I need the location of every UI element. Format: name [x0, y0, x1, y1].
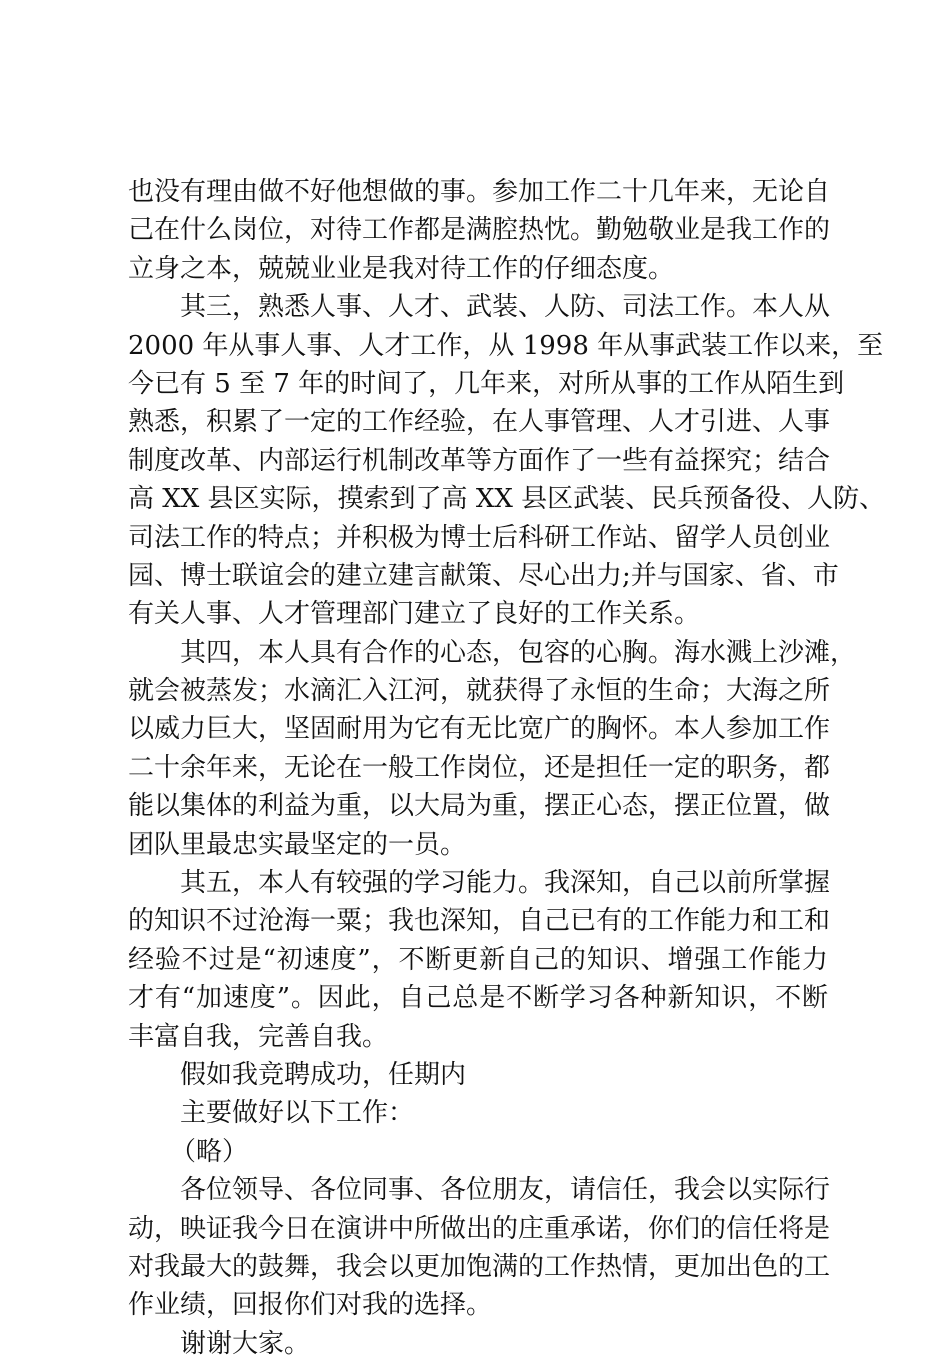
text-line: 园、博士联谊会的建立建言献策、尽心出力;并与国家、省、市 [128, 560, 839, 591]
text-line: 有关人事、人才管理部门建立了良好的工作关系。 [128, 599, 701, 630]
text-line: 团队里最忠实最坚定的一员。 [128, 829, 467, 860]
paragraph-start-line: 假如我竞聘成功，任期内 [180, 1059, 467, 1090]
text-line: 己在什么岗位，对待工作都是满腔热忱。勤勉敬业是我工作的 [128, 215, 831, 246]
text-line: 高 XX 县区实际，摸索到了高 XX 县区武装、民兵预备役、人防、 [128, 484, 886, 515]
text-line: 的知识不过沧海一粟；我也深知，自己已有的工作能力和工和 [128, 906, 831, 937]
text-line: 熟悉，积累了一定的工作经验，在人事管理、人才引进、人事 [128, 407, 831, 438]
text-line: 动，映证我今日在演讲中所做出的庄重承诺，你们的信任将是 [128, 1213, 831, 1244]
text-line: 经验不过是“初速度”，不断更新自己的知识、增强工作能力 [128, 944, 828, 975]
paragraph-start-line: 其三，熟悉人事、人才、武装、人防、司法工作。本人从 [180, 292, 831, 323]
text-line: 就会被蒸发；水滴汇入江河，就获得了永恒的生命；大海之所 [128, 676, 831, 707]
text-line: 司法工作的特点；并积极为博士后科研工作站、留学人员创业 [128, 522, 831, 553]
document-body [128, 173, 886, 1363]
text-line: 能以集体的利益为重，以大局为重，摆正心态，摆正位置，做 [128, 791, 831, 822]
text-line: 今已有 5 至 7 年的时间了，几年来，对所从事的工作从陌生到 [128, 368, 845, 399]
paragraph-start-line: 其五，本人有较强的学习能力。我深知，自己以前所掌握 [180, 868, 831, 899]
text-line: 对我最大的鼓舞，我会以更加饱满的工作热情，更加出色的工 [128, 1251, 831, 1282]
paragraph-start-line: 主要做好以下工作： [180, 1098, 415, 1129]
text-line: 立身之本，兢兢业业是我对待工作的仔细态度。 [128, 253, 675, 284]
text-line: 才有“加速度”。因此，自己总是不断学习各种新知识，不断 [128, 983, 828, 1014]
paragraph-start-line: 各位领导、各位同事、各位朋友，请信任，我会以实际行 [180, 1175, 831, 1206]
paragraph-start-line: 其四，本人具有合作的心态，包容的心胸。海水溅上沙滩， [180, 637, 857, 668]
paragraph-start-line: （略） [170, 1136, 249, 1167]
paragraph-start-line: 谢谢大家。 [180, 1328, 311, 1359]
text-line: 作业绩，回报你们对我的选择。 [128, 1290, 493, 1321]
text-line: 也没有理由做不好他想做的事。参加工作二十几年来，无论自 [128, 177, 831, 207]
text-line: 丰富自我，完善自我。 [128, 1021, 389, 1052]
text-line: 二十余年来，无论在一般工作岗位，还是担任一定的职务，都 [128, 752, 831, 783]
text-line: 以威力巨大，坚固耐用为它有无比宽广的胸怀。本人参加工作 [128, 714, 831, 745]
text-line: 制度改革、内部运行机制改革等方面作了一些有益探究；结合 [128, 445, 831, 476]
text-line: 2000 年从事人事、人才工作，从 1998 年从事武装工作以来，至 [128, 330, 884, 361]
